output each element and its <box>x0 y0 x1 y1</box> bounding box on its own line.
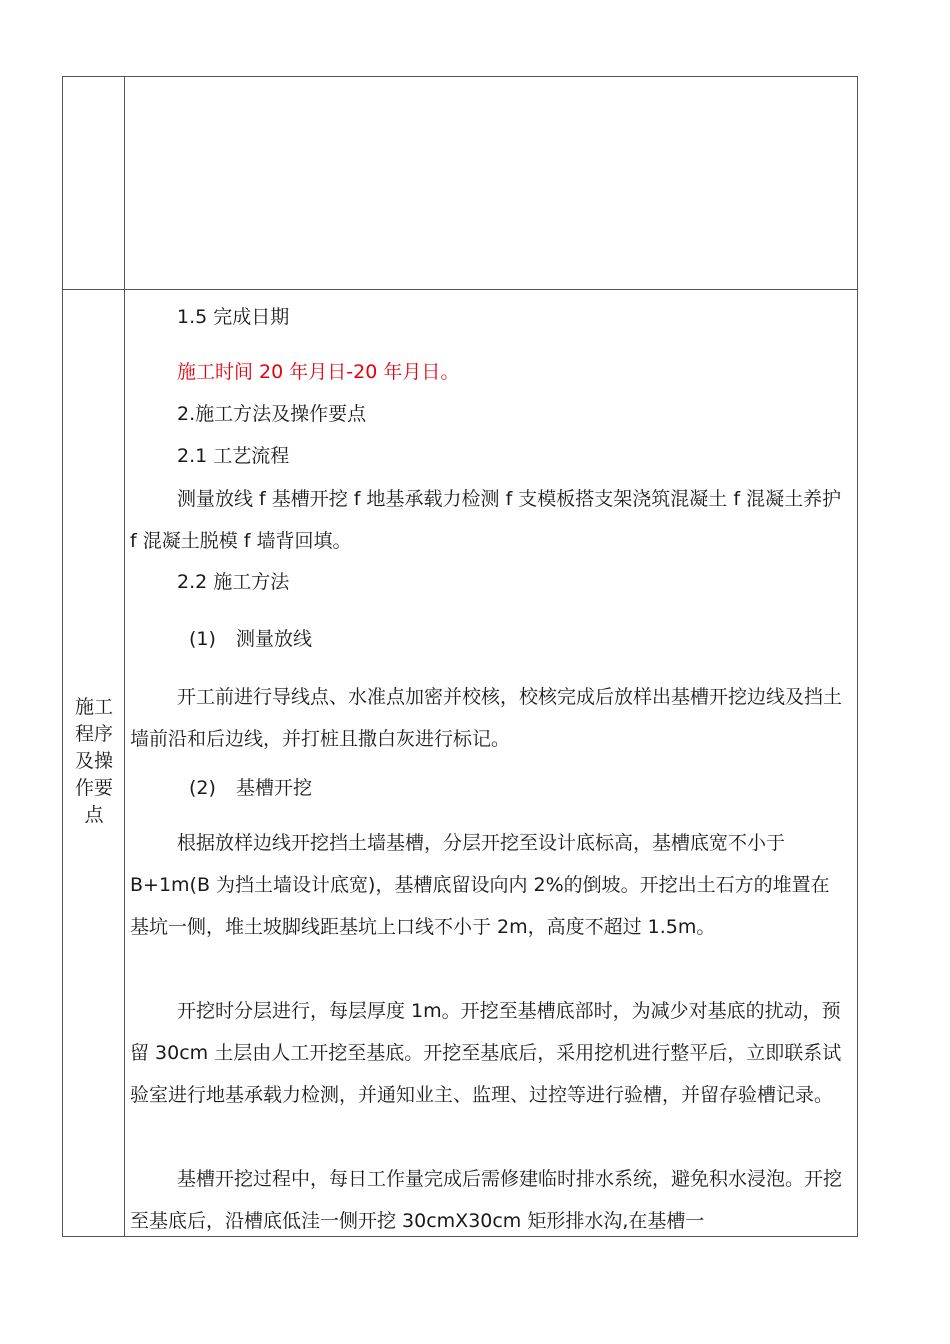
item-title: 基槽开挖 <box>236 777 313 799</box>
item-number: (1) <box>189 628 216 650</box>
numbered-item-1 <box>189 618 312 660</box>
table-row-divider <box>62 289 858 290</box>
row-label-line: 程序 <box>74 723 113 745</box>
row-label-line: 及操 <box>74 750 113 772</box>
trench-paragraph-3: 基槽开挖过程中，每日工作量完成后需修建临时排水系统，避免积水浸泡。开挖至基底后，沿槽底低洼一侧开挖 30cmX30cm 矩形排水沟,在基槽一 <box>130 1168 843 1232</box>
row-label-line: 施工 <box>74 696 113 718</box>
item-title: 测量放线 <box>236 628 313 650</box>
table-left-border <box>62 76 63 1237</box>
table-column-divider <box>124 76 125 1237</box>
item-number: (2) <box>189 777 216 799</box>
table-right-border <box>857 76 858 1237</box>
row-label-line: 作要 <box>74 777 113 799</box>
bottom-margin <box>0 1237 950 1344</box>
heading-1-5: 1.5 完成日期 <box>177 306 290 328</box>
heading-2-1: 2.1 工艺流程 <box>177 445 290 467</box>
row-label-line: 点 <box>84 804 104 826</box>
row-label <box>64 694 124 829</box>
trench-paragraph-2: 开挖时分层进行，每层厚度 1m。开挖至基槽底部时，为减少对基底的扰动，预留 30cm 土层由人工开挖至基底。开挖至基底后，采用挖机进行整平后，立即联系试验室进行地基承载力检测，并通知业主、监理、过控等进行验槽，并留存验槽记录。 <box>130 1000 842 1106</box>
table-top-border <box>62 76 858 77</box>
process-flow-paragraph: 测量放线 f 基槽开挖 f 地基承载力检测 f 支模板搭支架浇筑混凝土 f 混凝土养护 f 混凝土脱模 f 墙背回填。 <box>130 488 842 552</box>
survey-paragraph: 开工前进行导线点、水准点加密并校核，校核完成后放样出基槽开挖边线及挡土墙前沿和后边线，并打桩且撒白灰进行标记。 <box>130 686 843 750</box>
completion-date-line: 施工时间 20 年月日-20 年月日。 <box>177 361 460 383</box>
heading-2-2: 2.2 施工方法 <box>177 571 290 593</box>
trench-paragraph-1: 根据放样边线开挖挡土墙基槽，分层开挖至设计底标高，基槽底宽不小于 B+1m(B 为挡土墙设计底宽)，基槽底留设向内 2%的倒坡。开挖出土石方的堆置在基坑一侧，堆土坡脚线距基坑上口线不小于 2m，高度不超过 1.5m。 <box>130 832 830 938</box>
heading-2: 2.施工方法及操作要点 <box>177 403 367 425</box>
numbered-item-2 <box>189 767 312 809</box>
